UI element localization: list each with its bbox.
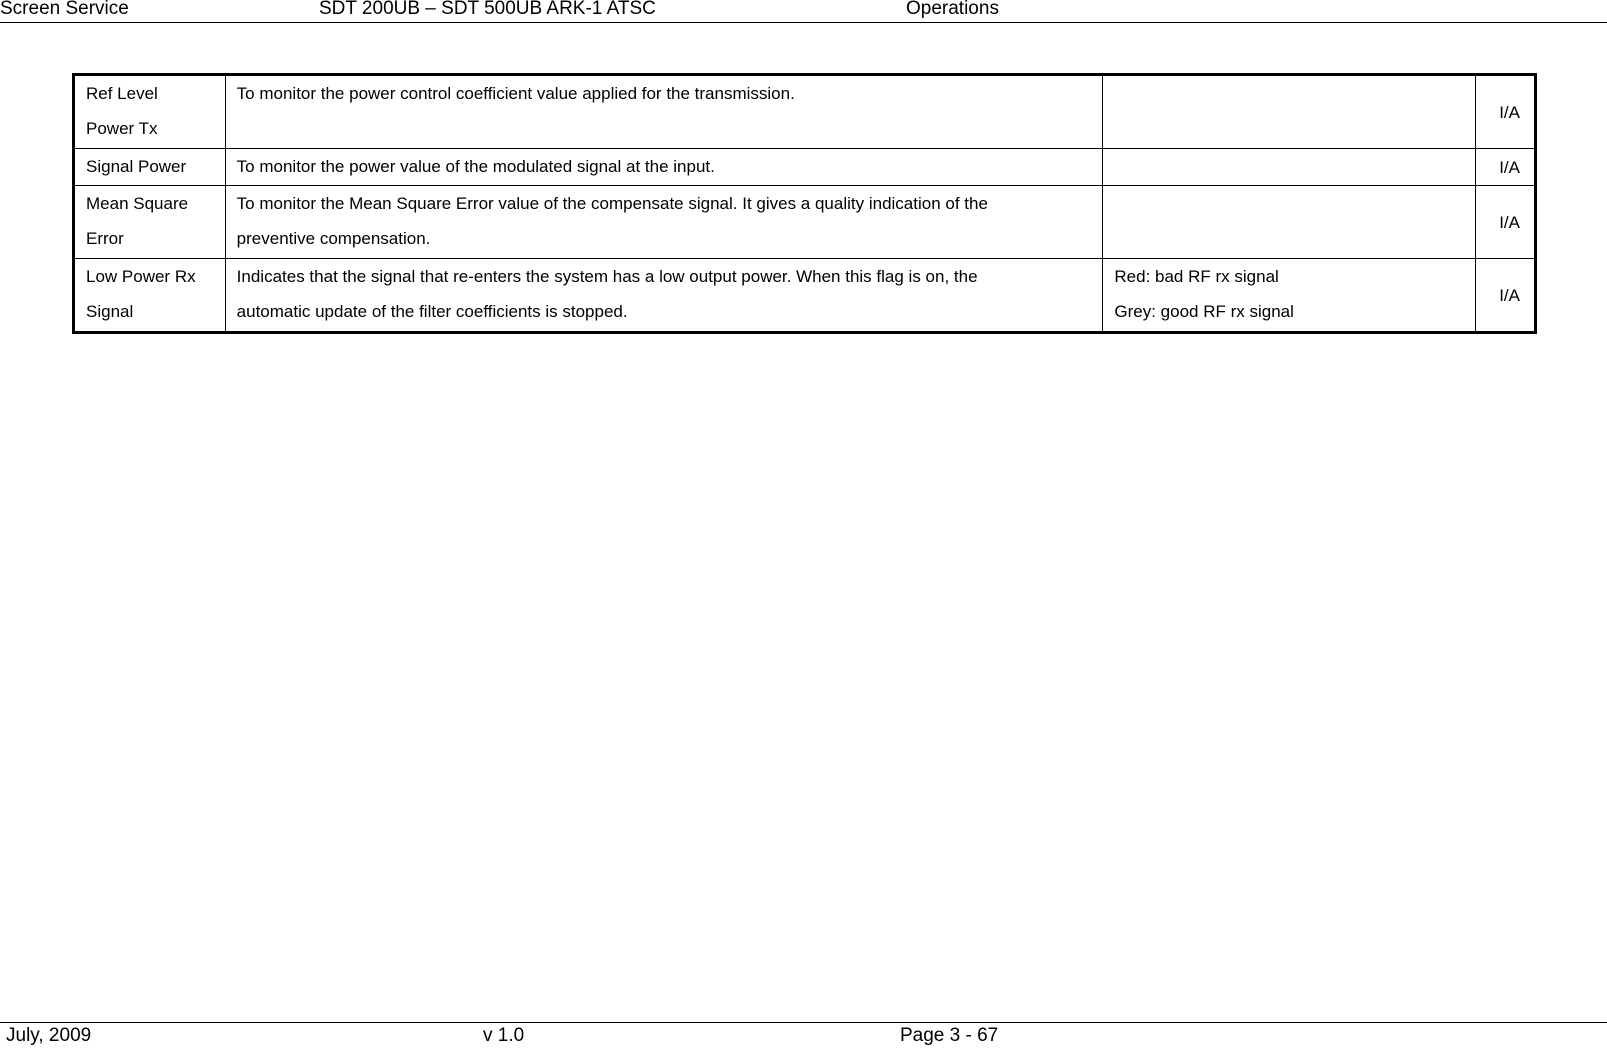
header-product: SDT 200UB – SDT 500UB ARK-1 ATSC: [319, 0, 656, 19]
parameter-access: I/A: [1476, 75, 1536, 149]
parameter-description: To monitor the power value of the modulated signal at the input.: [225, 149, 1103, 186]
parameter-table: [72, 73, 1537, 334]
parameter-access: I/A: [1476, 186, 1536, 259]
parameter-description: To monitor the Mean Square Error value of the compensate signal. It gives a quality indication of the preventive compensation.: [225, 186, 1103, 259]
parameter-name: Signal Power: [74, 149, 226, 186]
parameter-name: Mean Square Error: [74, 186, 226, 259]
header-company: Screen Service: [0, 0, 129, 19]
footer-version: v 1.0: [483, 1025, 525, 1046]
page-footer: [0, 1022, 1607, 1050]
header-section: Operations: [906, 0, 999, 19]
parameter-values: [1103, 186, 1476, 259]
parameter-description: Indicates that the signal that re-enters the system has a low output power. When this flag is on, the automatic update of the filter coefficients is stopped.: [225, 259, 1103, 333]
parameter-name: Low Power Rx Signal: [74, 259, 226, 333]
parameter-access: I/A: [1476, 149, 1536, 186]
parameter-name: Ref Level Power Tx: [74, 75, 226, 149]
parameter-description: To monitor the power control coefficient value applied for the transmission.: [225, 75, 1103, 149]
page-header: [0, 0, 1607, 23]
parameter-values: Red: bad RF rx signal Grey: good RF rx signal: [1103, 259, 1476, 333]
parameter-values: [1103, 149, 1476, 186]
parameter-access: I/A: [1476, 259, 1536, 333]
table-row: [74, 259, 1536, 333]
table-row: [74, 149, 1536, 186]
parameter-values: [1103, 75, 1476, 149]
table-row: [74, 186, 1536, 259]
table-row: [74, 75, 1536, 149]
footer-date: July, 2009: [6, 1025, 92, 1046]
footer-page-number: Page 3 - 67: [900, 1025, 999, 1046]
